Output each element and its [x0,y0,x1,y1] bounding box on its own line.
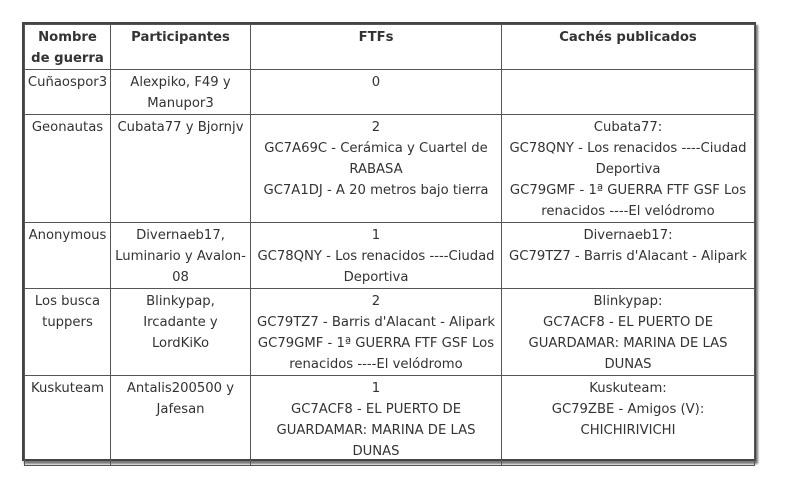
ftf-count: 0 [371,75,381,90]
table-header-row [25,25,755,70]
participants-cell: Cubata77 y Bjornjv [111,115,251,223]
cache-owner-label: Blinkypap: [593,294,663,309]
published-cache-entry: GC78QNY - Los renacidos ----Ciudad Deportiva [509,141,747,177]
ftf-cache-entry: GC7ACF8 - EL PUERTO DE GUARDAMAR: MARINA DE LAS DUNAS [276,402,476,459]
table-row [25,376,755,466]
team-name-cell: Kuskuteam [25,376,111,466]
table-row [25,115,755,223]
ftf-cache-entry: GC79GMF - 1ª GUERRA FTF GSF Los renacidos ----El velódromo [257,336,495,372]
team-name-cell: Anonymous [25,223,111,289]
caches-cell [502,115,755,223]
participants-cell: Blinkypap, Ircadante y LordKiKo [111,289,251,376]
ftf-cache-entry: GC78QNY - Los renacidos ----Ciudad Deportiva [257,249,495,285]
caches-cell [502,70,755,115]
ftf-cache-entry: GC7A69C - Cerámica y Cuartel de RABASA [264,141,488,177]
table-row [25,289,755,376]
ftfs-cell [251,376,502,466]
team-name-cell: Los busca tuppers [25,289,111,376]
header-participantes: Participantes [111,25,251,70]
ftf-cache-entry: GC79TZ7 - Barris d'Alacant - Alipark [257,315,495,330]
ftfs-cell [251,115,502,223]
ftf-cache-entry: GC7A1DJ - A 20 metros bajo tierra [263,183,489,198]
ftfs-cell [251,289,502,376]
ftf-count: 1 [371,381,381,396]
ftf-war-table [24,24,755,466]
table-row [25,223,755,289]
ftf-count: 2 [371,120,381,135]
published-cache-entry: GC79ZBE - Amigos (V): CHICHIRIVICHI [551,402,705,438]
published-cache-entry: GC79GMF - 1ª GUERRA FTF GSF Los renacidos ----El velódromo [509,183,747,219]
header-nombre-de-guerra: Nombre de guerra [25,25,111,70]
published-cache-entry: GC79TZ7 - Barris d'Alacant - Alipark [509,249,747,264]
participants-cell: Divernaeb17, Luminario y Avalon-08 [111,223,251,289]
team-name-cell: Geonautas [25,115,111,223]
participants-cell: Antalis200500 y Jafesan [111,376,251,466]
caches-cell [502,223,755,289]
cache-owner-label: Cubata77: [593,120,663,135]
ftfs-cell [251,223,502,289]
cache-owner-label: Kuskuteam: [589,381,667,396]
header-caches-publicados: Cachés publicados [502,25,755,70]
table-row [25,70,755,115]
participants-cell: Alexpiko, F49 y Manupor3 [111,70,251,115]
ftfs-cell [251,70,502,115]
caches-cell [502,289,755,376]
ftf-count: 2 [371,294,381,309]
ftf-count: 1 [371,228,381,243]
published-cache-entry: GC7ACF8 - EL PUERTO DE GUARDAMAR: MARINA DE LAS DUNAS [528,315,728,372]
team-name-cell: Cuñaospor3 [25,70,111,115]
cache-owner-label: Divernaeb17: [583,228,673,243]
header-ftfs: FTFs [251,25,502,70]
caches-cell [502,376,755,466]
table-frame [22,22,756,461]
